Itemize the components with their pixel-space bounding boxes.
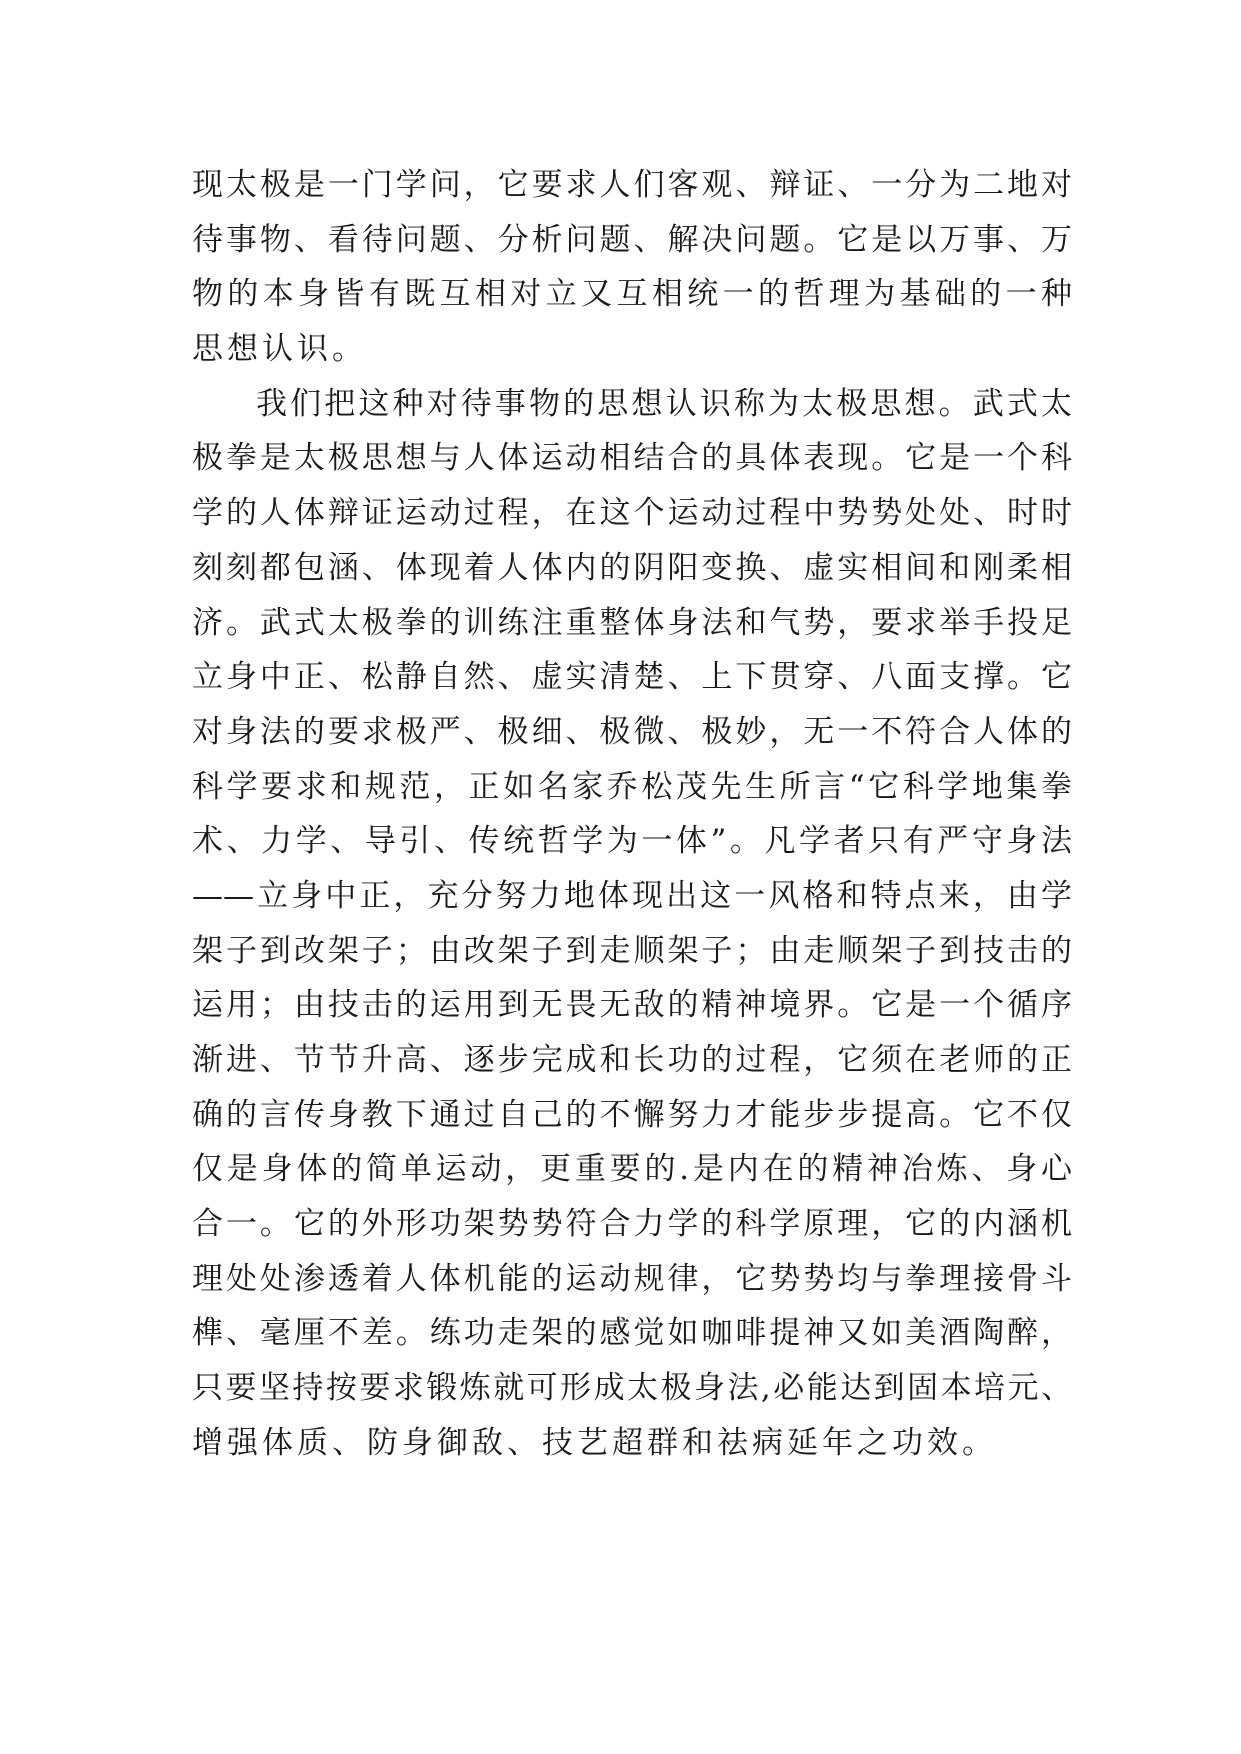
- text-line: 刻刻都包涵、体现着人体内的阴阳变换、虚实相间和刚柔相: [192, 549, 1072, 586]
- text-line: 仅是身体的简单运动，更重要的.是内在的精神冶炼、身心: [192, 1151, 1072, 1188]
- text-line: 运用；由技击的运用到无畏无敌的精神境界。它是一个循序: [192, 987, 1072, 1024]
- text-line: 济。武式太极拳的训练注重整体身法和气势，要求举手投足: [192, 604, 1072, 641]
- text-line: 确的言传身教下通过自己的不懈努力才能步步提高。它不仅: [192, 1096, 1072, 1133]
- text-line: 科学要求和规范，正如名家乔松茂先生所言“它科学地集拳: [192, 768, 1072, 805]
- text-line: 物的本身皆有既互相对立又互相统一的哲理为基础的一种: [192, 276, 1072, 313]
- text-line: 术、力学、导引、传统哲学为一体”。凡学者只有严守身法: [192, 823, 1072, 860]
- text-line: ——立身中正，充分努力地体现出这一风格和特点来，由学: [192, 877, 1072, 914]
- body-text: [192, 158, 1072, 1471]
- text-line: 榫、毫厘不差。练功走架的感觉如咖啡提神又如美酒陶醉，: [192, 1315, 1072, 1352]
- text-line: 架子到改架子；由改架子到走顺架子；由走顺架子到技击的: [192, 932, 1072, 969]
- text-line: 对身法的要求极严、极细、极微、极妙，无一不符合人体的: [192, 713, 1072, 750]
- text-line: 只要坚持按要求锻炼就可形成太极身法,必能达到固本培元、: [192, 1370, 1072, 1407]
- text-line: 极拳是太极思想与人体运动相结合的具体表现。它是一个科: [192, 440, 1072, 477]
- text-line: 现太极是一门学问，它要求人们客观、辩证、一分为二地对: [192, 167, 1072, 203]
- text-line: 立身中正、松静自然、虚实清楚、上下贯穿、八面支撑。它: [192, 659, 1072, 696]
- text-line: 思想认识。: [192, 331, 367, 368]
- text-line: 合一。它的外形功架势势符合力学的科学原理，它的内涵机: [192, 1206, 1072, 1243]
- text-line: 待事物、看待问题、分析问题、解决问题。它是以万事、万: [192, 221, 1072, 258]
- text-line: 增强体质、防身御敌、技艺超群和祛病延年之功效。: [192, 1424, 997, 1461]
- text-line: 渐进、节节升高、逐步完成和长功的过程，它须在老师的正: [192, 1042, 1072, 1078]
- text-line: 学的人体辩证运动过程，在这个运动过程中势势处处、时时: [192, 495, 1072, 532]
- text-line: 我们把这种对待事物的思想认识称为太极思想。武式太: [256, 385, 1072, 422]
- text-line: 理处处渗透着人体机能的运动规律，它势势均与拳理接骨斗: [192, 1260, 1072, 1297]
